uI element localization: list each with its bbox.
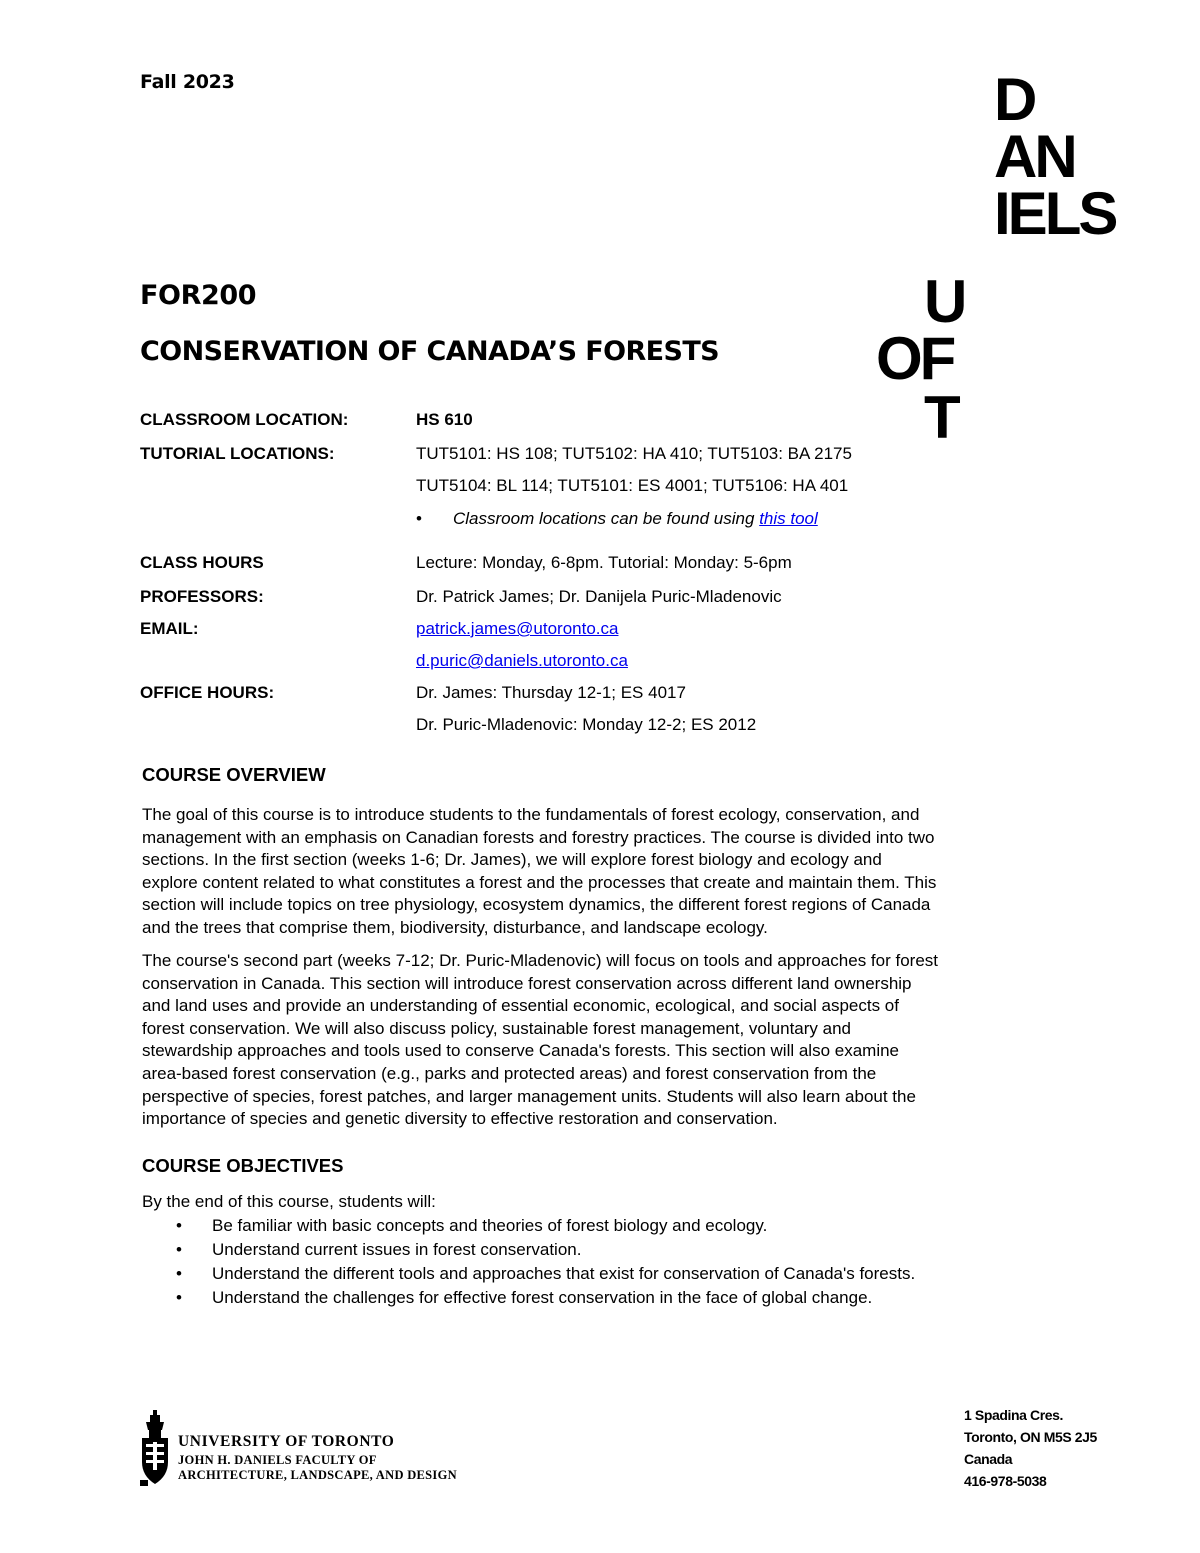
list-item (142, 1238, 915, 1262)
address-phone: 416-978-5038 (964, 1473, 1047, 1489)
address-street: 1 Spadina Cres. (964, 1407, 1064, 1423)
overview-p2-line: stewardship approaches and tools used to conserve Canada's forests. This section will also examine (142, 1041, 900, 1061)
term-label: Fall 2023 (140, 71, 235, 93)
bullet-icon: • (176, 1216, 182, 1235)
overview-p1-line: management with an emphasis on Canadian forests and forestry practices. The course is divided into two (142, 827, 935, 847)
objective-text: Understand the different tools and approaches that exist for conservation of Canada's forests. (212, 1264, 916, 1283)
objectives-intro: By the end of this course, students will: (142, 1192, 436, 1211)
classroom-location-value: HS 610 (416, 410, 473, 429)
course-code: FOR200 (140, 280, 257, 311)
university-crest-icon (140, 1410, 170, 1488)
email-link-puric[interactable]: d.puric@daniels.utoronto.ca (416, 651, 628, 670)
note-text: Classroom locations can be found using (453, 509, 760, 528)
overview-p1-line: and the trees that comprise them, biodiversity, disturbance, and landscape ecology. (142, 917, 768, 937)
classroom-location-label: CLASSROOM LOCATION: (140, 410, 349, 429)
uoft-wordmark-t: T (924, 384, 958, 451)
email-james (416, 619, 618, 639)
tutorial-locations-label: TUTORIAL LOCATIONS: (140, 444, 335, 463)
overview-p2-line: area-based forest conservation (e.g., parks and protected areas) and forest conservation from the (142, 1063, 877, 1083)
list-item (142, 1262, 915, 1286)
objective-text: Understand the challenges for effective forest conservation in the face of global change. (212, 1288, 873, 1307)
class-hours-value: Lecture: Monday, 6-8pm. Tutorial: Monday: 5-6pm (416, 553, 792, 572)
objective-text: Understand current issues in forest conservation. (212, 1240, 582, 1259)
professors-value: Dr. Patrick James; Dr. Danijela Puric-Mladenovic (416, 587, 782, 606)
daniels-wordmark-d: D (994, 66, 1035, 133)
uoft-wordmark-u: U (924, 268, 965, 335)
faculty-address (964, 1404, 1097, 1492)
office-hours-label: OFFICE HOURS: (140, 683, 275, 702)
overview-p2-line: importance of species and genetic diversity to effective restoration and conservation. (142, 1109, 778, 1129)
office-hours-james: Dr. James: Thursday 12-1; ES 4017 (416, 683, 686, 702)
email-link-james[interactable]: patrick.james@utoronto.ca (416, 619, 619, 638)
overview-p2-line: The course's second part (weeks 7-12; Dr. Puric-Mladenovic) will focus on tools and approaches for forest (142, 951, 939, 970)
overview-paragraph-2 (142, 950, 1072, 1131)
course-title: CONSERVATION OF CANADA’S FORESTS (140, 336, 719, 367)
course-objectives-heading: COURSE OBJECTIVES (142, 1155, 344, 1176)
objective-text: Be familiar with basic concepts and theories of forest biology and ecology. (212, 1216, 768, 1235)
overview-p2-line: conservation in Canada. This section will introduce forest conservation across different land ownership (142, 973, 912, 993)
overview-p1-line: section will include topics on tree physiology, ecosystem dynamics, the different forest regions of Canada (142, 895, 931, 915)
faculty-name-line-1: JOHN H. DANIELS FACULTY OF (178, 1453, 377, 1467)
overview-p2-line: forest conservation. We will also discuss policy, sustainable forest management, voluntary and (142, 1018, 851, 1038)
overview-p1-line: explore content related to what constitutes a forest and the processes that create and maintain them. This (142, 872, 937, 892)
overview-p2-line: perspective of species, forest patches, and larger management units. Students will also learn about the (142, 1086, 916, 1106)
tutorial-locations-line-2: TUT5104: BL 114; TUT5101: ES 4001; TUT5106: HA 401 (416, 476, 849, 495)
daniels-wordmark-iels: IELS (994, 180, 1116, 247)
overview-p1-line: The goal of this course is to introduce students to the fundamentals of forest ecology, conservation, and (142, 805, 920, 824)
address-city: Toronto, ON M5S 2J5 (964, 1429, 1097, 1445)
uoft-wordmark-of: OF (876, 325, 954, 392)
university-name: UNIVERSITY OF TORONTO (178, 1433, 395, 1450)
email-puric (416, 651, 628, 671)
bullet-icon: • (176, 1240, 182, 1259)
office-hours-puric: Dr. Puric-Mladenovic: Monday 12-2; ES 2012 (416, 715, 757, 734)
objectives-list (142, 1214, 915, 1310)
bullet-icon: • (176, 1264, 182, 1283)
list-item (142, 1214, 915, 1238)
overview-paragraph-1 (142, 804, 1072, 940)
overview-p1-line: sections. In the first section (weeks 1-6; Dr. James), we will explore forest biology and ecology and (142, 850, 882, 870)
professors-label: PROFESSORS: (140, 587, 264, 606)
list-item (142, 1286, 915, 1310)
faculty-name-line-2: ARCHITECTURE, LANDSCAPE, AND DESIGN (178, 1468, 457, 1482)
daniels-wordmark-an: AN (994, 123, 1075, 190)
bullet-icon: • (176, 1288, 182, 1307)
overview-p2-line: and land uses and provide an understanding of essential economic, ecological, and social aspects of (142, 996, 899, 1016)
bullet-icon: • (416, 509, 422, 528)
tutorial-locations-line-1: TUT5101: HS 108; TUT5102: HA 410; TUT5103: BA 2175 (416, 444, 852, 463)
email-label: EMAIL: (140, 619, 199, 638)
address-country: Canada (964, 1451, 1013, 1467)
classroom-locations-note (416, 509, 818, 529)
this-tool-link[interactable]: this tool (759, 509, 818, 528)
course-overview-heading: COURSE OVERVIEW (142, 764, 326, 785)
class-hours-label: CLASS HOURS (140, 553, 264, 572)
